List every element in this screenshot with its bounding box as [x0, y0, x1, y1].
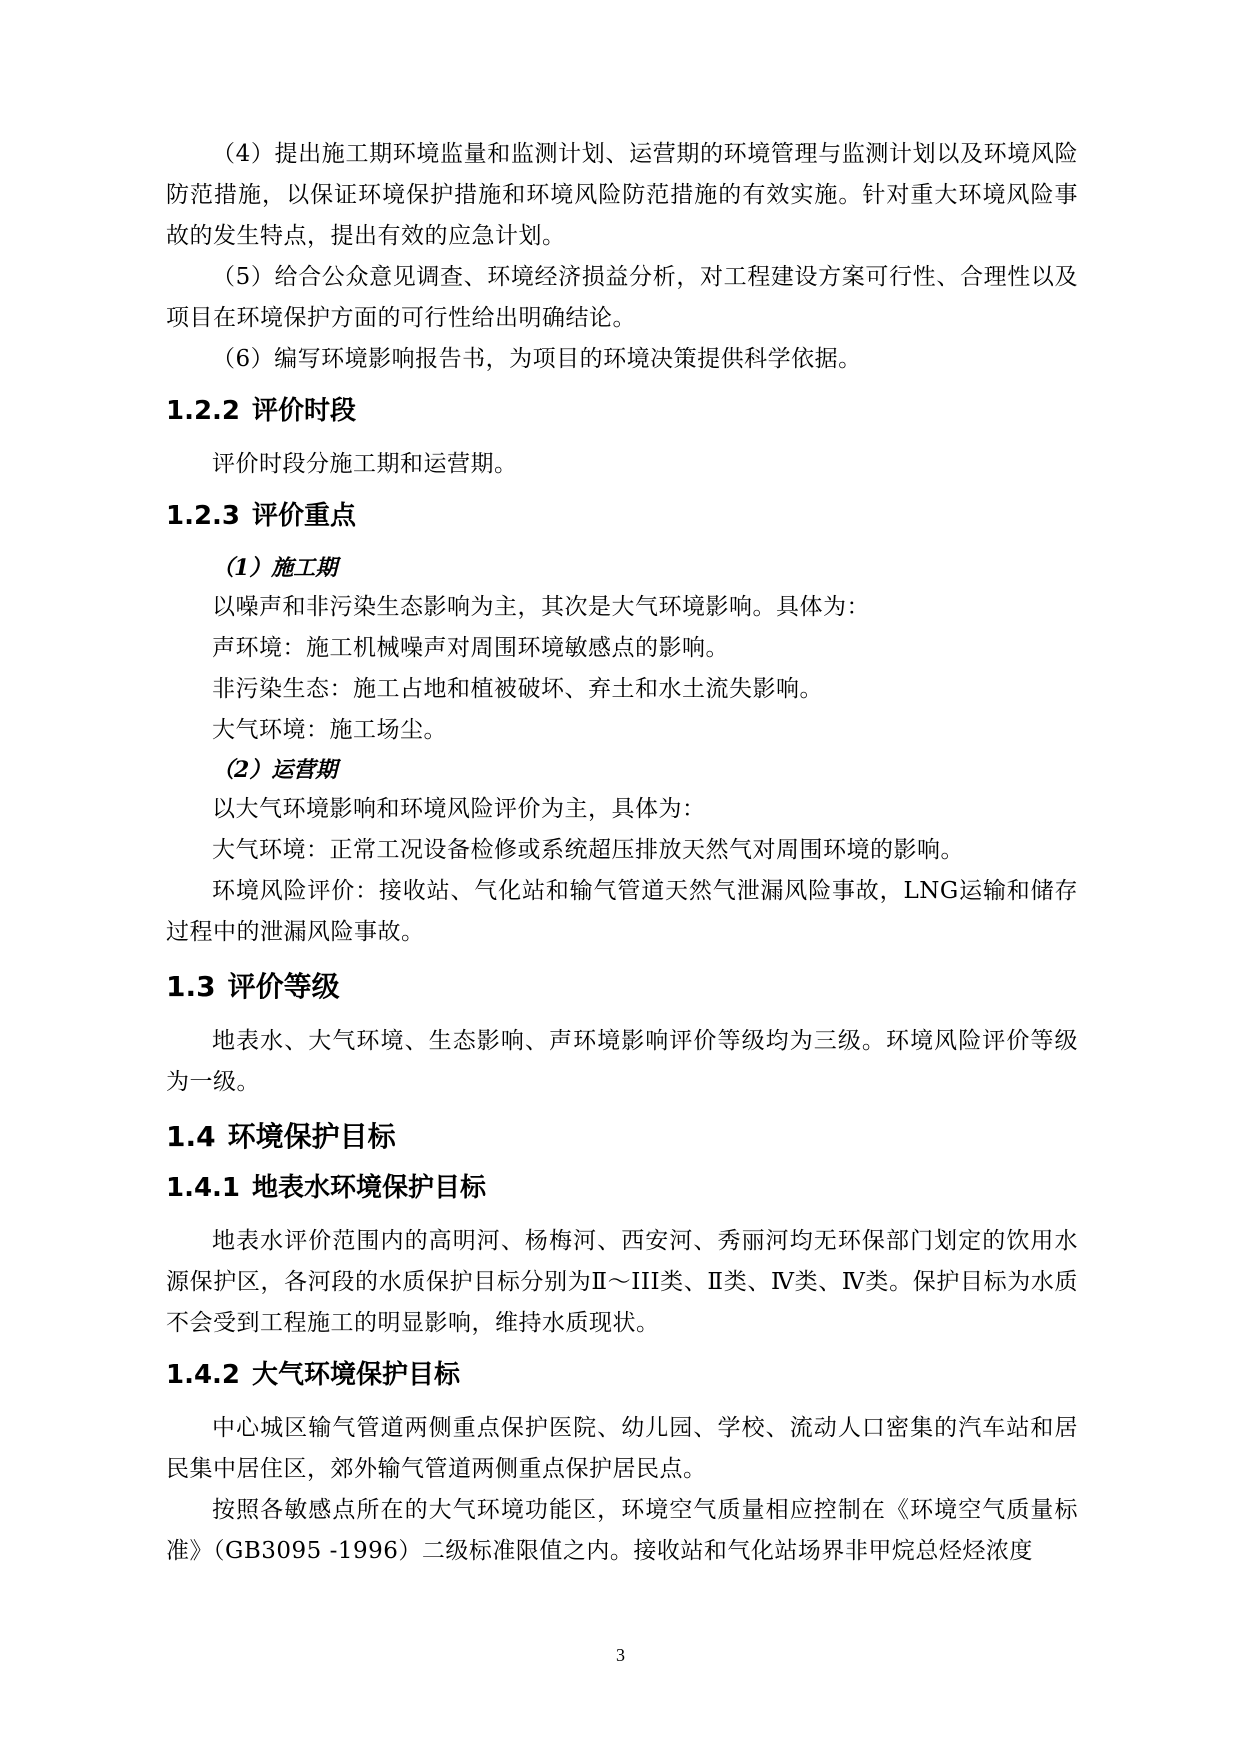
heading-1-2-2 — [166, 394, 1078, 428]
subheading-construction: （1）施工期 — [212, 555, 338, 581]
heading-1-4-title: 环境保护目标 — [227, 1120, 396, 1153]
para-air-target-2: 按照各敏感点所在的大气环境功能区，环境空气质量相应控制在《环境空气质量标准》（GB3095 -1996）二级标准限值之内。接收站和气化站场界非甲烷总烃烃浓度 — [166, 1497, 1078, 1564]
para-item-6: （6）编写环境影响报告书，为项目的环境决策提供科学依据。 — [212, 346, 862, 372]
heading-1-2-3-title: 评价重点 — [252, 501, 357, 531]
para-surface-water: 地表水评价范围内的高明河、杨梅河、西安河、秀丽河均无环保部门划定的饮用水源保护区，各河段的水质保护目标分别为Ⅱ～III类、Ⅱ类、Ⅳ类、Ⅳ类。保护目标为水质不会受到工程施工的明显影响，维持水质现状。 — [166, 1228, 1078, 1336]
heading-1-3 — [166, 969, 1078, 1005]
heading-1-3-number: 1.3 — [166, 970, 216, 1003]
heading-1-4-1 — [166, 1171, 1078, 1205]
para-operation-air: 大气环境：正常工况设备检修或系统超压排放天然气对周围环境的影响。 — [212, 837, 964, 863]
para-item-4: （4）提出施工期环境监量和监测计划、运营期的环境管理与监测计划以及环境风险防范措施，以保证环境保护措施和环境风险防范措施的有效实施。针对重大环境风险事故的发生特点，提出有效的应急计划。 — [166, 141, 1078, 249]
heading-1-2-3-number: 1.2.3 — [166, 501, 241, 531]
para-item-5: （5）给合公众意见调查、环境经济损益分析，对工程建设方案可行性、合理性以及项目在环境保护方面的可行性给出明确结论。 — [166, 264, 1078, 331]
heading-1-4 — [166, 1119, 1078, 1155]
para-air-target-1: 中心城区输气管道两侧重点保护医院、幼儿园、学校、流动人口密集的汽车站和居民集中居住区，郊外输气管道两侧重点保护居民点。 — [166, 1415, 1078, 1482]
para-construction-main: 以噪声和非污染生态影响为主，其次是大气环境影响。具体为： — [212, 594, 870, 620]
para-construction-air: 大气环境：施工场尘。 — [212, 717, 447, 743]
heading-1-4-2-title: 大气环境保护目标 — [252, 1360, 461, 1390]
page-number: 3 — [616, 1645, 625, 1665]
heading-1-4-2 — [166, 1358, 1078, 1392]
heading-1-4-1-title: 地表水环境保护目标 — [252, 1173, 487, 1203]
subheading-operation: （2）运营期 — [212, 757, 338, 783]
heading-1-2-2-title: 评价时段 — [252, 396, 357, 426]
heading-1-4-number: 1.4 — [166, 1120, 216, 1153]
heading-1-2-2-number: 1.2.2 — [166, 396, 241, 426]
heading-1-4-1-number: 1.4.1 — [166, 1173, 241, 1203]
heading-1-2-3 — [166, 499, 1078, 533]
page-content — [166, 134, 1078, 1572]
para-eval-level: 地表水、大气环境、生态影响、声环境影响评价等级均为三级。环境风险评价等级为一级。 — [166, 1028, 1078, 1095]
heading-1-4-2-number: 1.4.2 — [166, 1360, 241, 1390]
para-operation-risk: 环境风险评价：接收站、气化站和输气管道天然气泄漏风险事故，LNG运输和储存过程中的泄漏风险事故。 — [166, 878, 1078, 945]
para-eval-period: 评价时段分施工期和运营期。 — [212, 451, 518, 477]
para-operation-main: 以大气环境影响和环境风险评价为主，具体为： — [212, 796, 706, 822]
para-construction-ecology: 非污染生态：施工占地和植被破坏、弃土和水土流失影响。 — [212, 676, 823, 702]
heading-1-3-title: 评价等级 — [227, 970, 340, 1003]
para-construction-noise: 声环境：施工机械噪声对周围环境敏感点的影响。 — [212, 635, 729, 661]
